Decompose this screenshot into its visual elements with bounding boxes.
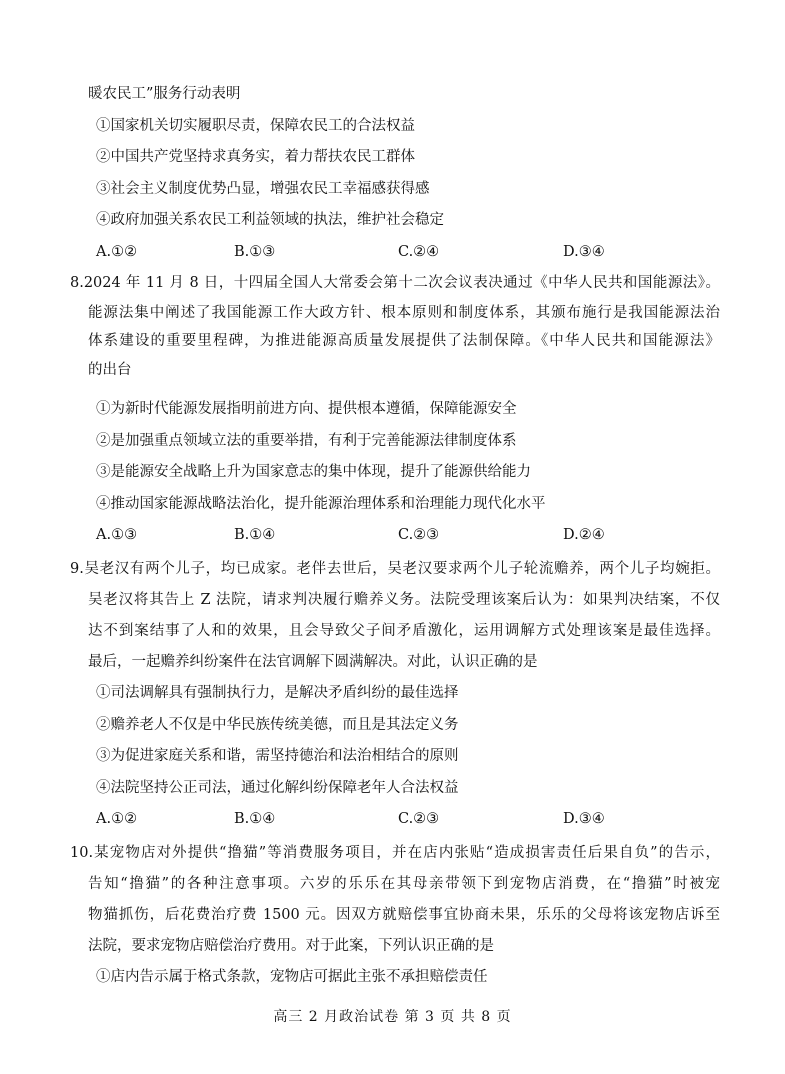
q10-stem-line-1: 10.某宠物店对外提供“撸猫”等消费服务项目，并在店内张贴“造成损害责任后果自负”的告示， [70, 845, 720, 861]
q7-stem-tail: 暖农民工”服务行动表明 [88, 86, 241, 102]
q9-choice-c: C.②③ [398, 811, 440, 827]
q7-choice-a: A.①② [96, 244, 138, 260]
q9-option-3: ③为促进家庭关系和谐，需坚持德治和法治相结合的原则 [96, 748, 459, 764]
q8-option-2: ②是加强重点领域立法的重要举措，有利于完善能源法律制度体系 [96, 433, 517, 449]
q8-stem-line-4: 的出台 [88, 362, 132, 378]
q7-option-1: ①国家机关切实履职尽责，保障农民工的合法权益 [96, 118, 415, 134]
q9-stem-line-4: 最后，一起赡养纠纷案件在法官调解下圆满解决。对此，认识正确的是 [88, 654, 538, 670]
q8-option-4: ④推动国家能源战略法治化，提升能源治理体系和治理能力现代化水平 [96, 496, 546, 512]
q7-choice-d: D.③④ [563, 244, 605, 260]
q10-stem-line-2: 告知“撸猫”的各种注意事项。六岁的乐乐在其母亲带领下到宠物店消费，在“撸猫”时被宠 [88, 876, 720, 892]
q9-stem-line-3: 达不到案结事了人和的效果，且会导致父子间矛盾激化，运用调解方式处理该案是最佳选择。 [88, 623, 720, 639]
q10-option-1: ①店内告示属于格式条款，宠物店可据此主张不承担赔偿责任 [96, 969, 488, 985]
q9-choice-d: D.③④ [563, 811, 605, 827]
q8-stem-line-3: 体系建设的重要里程碑，为推进能源高质量发展提供了法制保障。《中华人民共和国能源法》 [88, 333, 720, 349]
q9-option-4: ④法院坚持公正司法，通过化解纠纷保障老年人合法权益 [96, 780, 459, 796]
q8-choice-b: B.①④ [234, 527, 276, 543]
page-footer: 高三 2 月政治试卷 第 3 页 共 8 页 [273, 1009, 512, 1025]
q8-option-1: ①为新时代能源发展指明前进方向、提供根本遵循，保障能源安全 [96, 401, 517, 417]
q8-choice-d: D.②④ [563, 527, 605, 543]
q8-choice-a: A.①③ [96, 527, 138, 543]
q7-option-4: ④政府加强关系农民工利益领域的执法，维护社会稳定 [96, 212, 444, 228]
q8-stem-line-1: 8.2024 年 11 月 8 日，十四届全国人大常委会第十二次会议表决通过《中华人民共和国能源法》。 [70, 275, 720, 291]
q8-stem-line-2: 能源法集中阐述了我国能源工作大政方针、根本原则和制度体系，其颁布施行是我国能源法治 [88, 305, 720, 321]
q10-stem-line-3: 物猫抓伤，后花费治疗费 1500 元。因双方就赔偿事宜协商未果，乐乐的父母将该宠物店诉至 [88, 907, 720, 923]
q9-choice-b: B.①④ [234, 811, 276, 827]
q7-choice-c: C.②④ [398, 244, 440, 260]
q9-stem-line-2: 吴老汉将其告上 Z 法院，请求判决履行赡养义务。法院受理该案后认为：如果判决结案，不仅 [88, 592, 720, 608]
q7-option-3: ③社会主义制度优势凸显，增强农民工幸福感获得感 [96, 181, 430, 197]
q10-stem-line-4: 法院，要求宠物店赔偿治疗费用。对于此案，下列认识正确的是 [88, 938, 494, 954]
q8-choice-c: C.②③ [398, 527, 440, 543]
q8-option-3: ③是能源安全战略上升为国家意志的集中体现，提升了能源供给能力 [96, 464, 531, 480]
q9-choice-a: A.①② [96, 811, 138, 827]
q7-option-2: ②中国共产党坚持求真务实，着力帮扶农民工群体 [96, 149, 415, 165]
q9-stem-line-1: 9.吴老汉有两个儿子，均已成家。老伴去世后，吴老汉要求两个儿子轮流赡养，两个儿子均婉拒。 [70, 561, 720, 577]
q9-option-1: ①司法调解具有强制执行力，是解决矛盾纠纷的最佳选择 [96, 685, 459, 701]
q7-choice-b: B.①③ [234, 244, 276, 260]
q9-option-2: ②赡养老人不仅是中华民族传统美德，而且是其法定义务 [96, 717, 459, 733]
